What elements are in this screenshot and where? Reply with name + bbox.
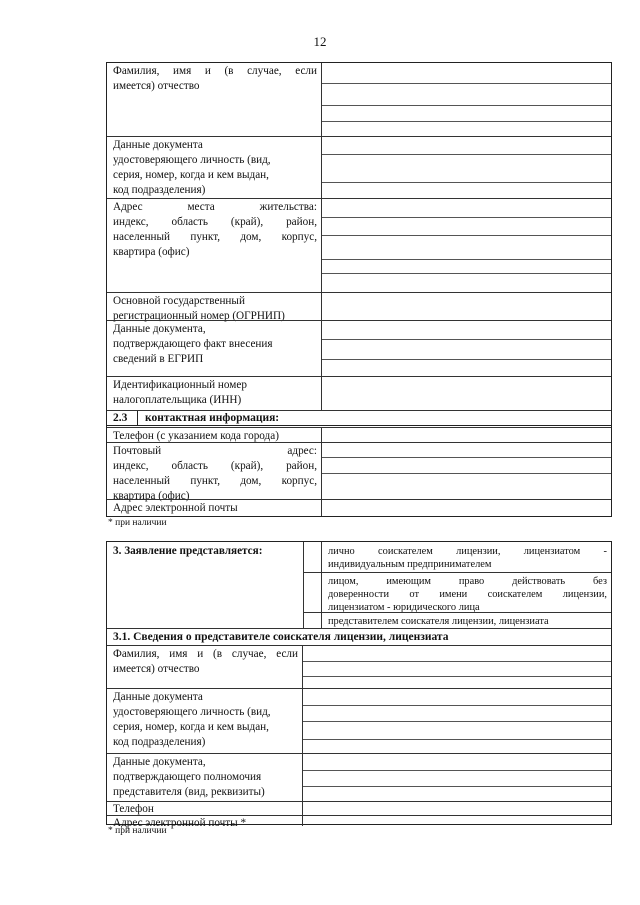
section-header-3-1	[107, 628, 611, 645]
label-line: сведений в ЕГРИП	[113, 353, 204, 365]
form-row	[107, 63, 611, 136]
section-divider	[137, 411, 138, 425]
form-row	[107, 320, 611, 376]
fill-line	[303, 676, 611, 677]
page-number: 12	[313, 34, 327, 49]
fill-line	[303, 705, 611, 706]
label-line: Адрес электронной почты	[113, 502, 238, 514]
fill-line	[303, 721, 611, 722]
field-label	[107, 63, 322, 136]
contact-row	[107, 442, 611, 502]
fill-line	[303, 770, 611, 771]
checkbox-column-divider	[321, 542, 322, 628]
input-area[interactable]	[322, 428, 611, 442]
label-line: имеется) отчество	[113, 663, 200, 675]
label-line: серия, номер, когда и кем выдан,	[113, 721, 269, 733]
fill-line	[322, 473, 611, 474]
contact-row	[107, 499, 611, 516]
label-line: Идентификационный номер	[113, 379, 247, 391]
section-3-1-title: 3.1. Сведения о представителе соискателя лицензии, лицензиата	[113, 631, 449, 643]
representative-row	[107, 815, 611, 829]
input-area[interactable]	[322, 63, 611, 136]
input-area[interactable]	[303, 754, 611, 801]
section-3-block	[107, 542, 611, 628]
field-label	[107, 816, 303, 829]
section-title: контактная информация:	[145, 412, 280, 424]
input-area[interactable]	[303, 802, 611, 815]
contact-row	[107, 427, 611, 442]
label-line: удостоверяющего личность (вид,	[113, 706, 271, 718]
label-line: доверенности от имени соискателем лицензии,	[328, 589, 607, 600]
label-line: Телефон	[113, 803, 154, 815]
option-checkbox[interactable]	[304, 612, 321, 629]
field-label	[107, 199, 322, 292]
label-line: имеется) отчество	[113, 80, 200, 92]
fill-line	[303, 786, 611, 787]
form-row	[107, 198, 611, 292]
label-line: квартира (офис)	[113, 490, 190, 502]
input-area[interactable]	[322, 137, 611, 198]
field-label	[107, 137, 322, 198]
form-row	[107, 376, 611, 410]
label-line: населенный пункт, дом, корпус,	[113, 231, 317, 243]
label-line: серия, номер, когда и кем выдан,	[113, 169, 269, 181]
label-line: Данные документа	[113, 139, 203, 151]
representative-table	[106, 541, 612, 829]
label-line: индивидуальным предпринимателем	[328, 559, 492, 570]
label-line: Почтовый адрес:	[113, 445, 317, 457]
label-line: Данные документа	[113, 691, 203, 703]
input-area[interactable]	[303, 816, 611, 826]
field-label	[107, 802, 303, 815]
fill-line	[322, 121, 611, 122]
option-checkbox[interactable]	[304, 542, 321, 572]
fill-line	[303, 739, 611, 740]
fill-line	[322, 83, 611, 84]
applicant-info-table	[106, 62, 612, 517]
field-label	[107, 377, 322, 410]
fill-line	[322, 259, 611, 260]
input-area[interactable]	[303, 689, 611, 753]
field-label	[107, 428, 322, 442]
fill-line	[322, 457, 611, 458]
label-line: лично соискателем лицензии, лицензиатом -	[328, 546, 607, 557]
input-area[interactable]	[303, 646, 611, 688]
input-area[interactable]	[322, 377, 611, 410]
input-area[interactable]	[322, 293, 611, 320]
fill-line	[322, 154, 611, 155]
label-line: индекс, область (край), район,	[113, 216, 317, 228]
input-area[interactable]	[322, 199, 611, 292]
label-line: квартира (офис)	[113, 246, 190, 258]
field-label	[107, 293, 322, 320]
label-line: подтверждающего полномочия	[113, 771, 262, 783]
field-label	[107, 646, 303, 688]
input-area[interactable]	[322, 321, 611, 376]
label-line: Данные документа,	[113, 323, 206, 335]
representative-row	[107, 688, 611, 753]
option-divider	[321, 572, 611, 573]
label-line: код подразделения)	[113, 184, 206, 196]
representative-row	[107, 801, 611, 815]
option-text	[328, 575, 607, 614]
label-line: Основной государственный	[113, 295, 245, 307]
label-line: налогоплательщика (ИНН)	[113, 394, 242, 406]
footnote: * при наличии	[108, 518, 167, 528]
form-row	[107, 292, 611, 320]
footnote-2: * при наличии	[108, 826, 167, 836]
label-line: представителем соискателя лицензии, лицензиата	[328, 616, 549, 627]
label-line: Данные документа,	[113, 756, 206, 768]
label-line: подтверждающего факт внесения	[113, 338, 273, 350]
label-line: Адрес электронной почты *	[113, 817, 247, 829]
label-line: лицензиатом - юридического лица	[328, 602, 480, 613]
field-label	[107, 754, 303, 801]
fill-line	[322, 217, 611, 218]
fill-line	[303, 661, 611, 662]
fill-line	[322, 235, 611, 236]
field-label	[107, 689, 303, 753]
label-line: Телефон (с указанием кода города)	[113, 430, 279, 442]
option-text	[328, 615, 607, 628]
label-line: населенный пункт, дом, корпус,	[113, 475, 317, 487]
input-area[interactable]	[322, 443, 611, 499]
option-divider	[321, 612, 611, 613]
label-line: регистрационный номер (ОГРНИП)	[113, 310, 285, 322]
fill-line	[322, 339, 611, 340]
label-line: Фамилия, имя и (в случае, если	[113, 648, 298, 660]
field-label	[107, 500, 322, 516]
label-line: удостоверяющего личность (вид,	[113, 154, 271, 166]
fill-line	[322, 182, 611, 183]
label-line: Адрес места жительства:	[113, 201, 317, 213]
fill-line	[322, 273, 611, 274]
field-label	[107, 321, 322, 376]
label-line: представителя (вид, реквизиты)	[113, 786, 265, 798]
representative-row	[107, 753, 611, 801]
label-line: лицом, имеющим право действовать без	[328, 576, 607, 587]
section-3-title: 3. Заявление представляется:	[113, 545, 263, 557]
section-number: 2.3	[113, 412, 128, 424]
section-header-2-3	[107, 410, 611, 426]
option-text	[328, 545, 607, 571]
representative-row	[107, 645, 611, 688]
fill-line	[322, 359, 611, 360]
label-line: Фамилия, имя и (в случае, если	[113, 65, 317, 77]
form-row	[107, 136, 611, 198]
option-checkbox[interactable]	[304, 572, 321, 613]
input-area[interactable]	[322, 500, 611, 516]
label-line: код подразделения)	[113, 736, 206, 748]
field-label	[107, 443, 322, 502]
label-line: индекс, область (край), район,	[113, 460, 317, 472]
fill-line	[322, 105, 611, 106]
